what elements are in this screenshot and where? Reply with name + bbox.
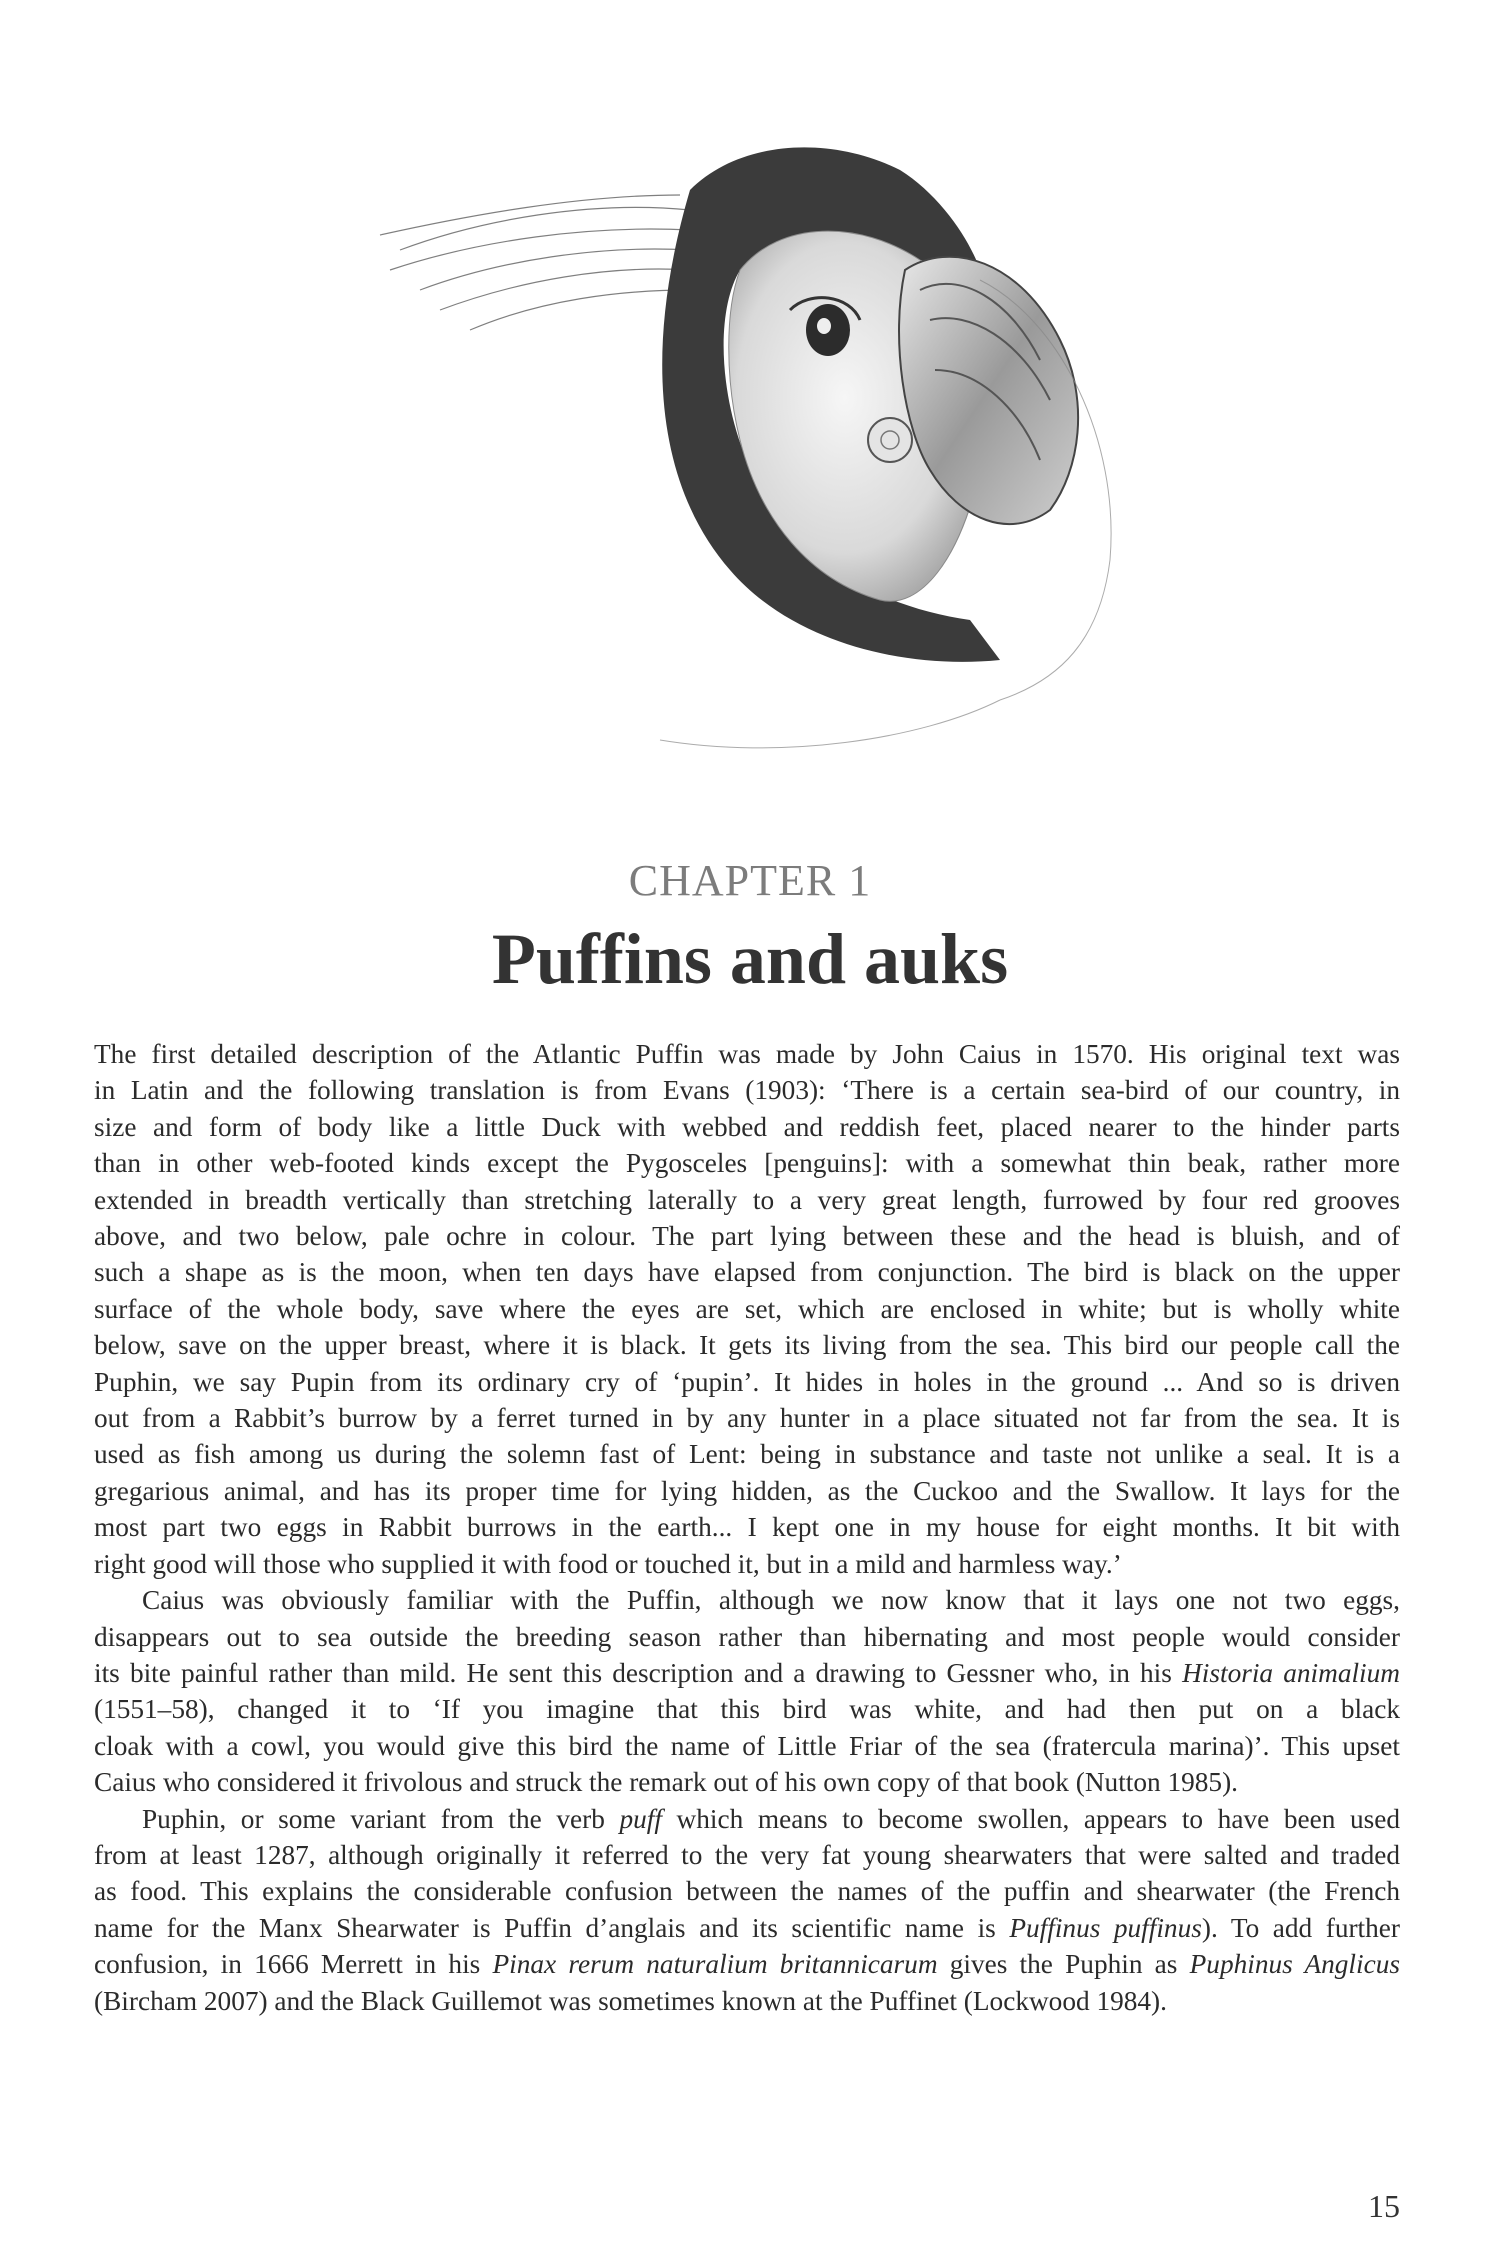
- paragraph-2-end: Caius who considered it frivolous and struck the remark out of his own copy of that book (Nutton 1985).: [94, 1767, 1238, 1798]
- page-number: 15: [1368, 2188, 1400, 2224]
- body-text: [94, 1036, 1400, 2019]
- puffin-head-illustration: [360, 140, 1160, 800]
- paragraph-2: Caius was obviously familiar with the Puffin, although we now know that it lays one not two eggs, disappears out to sea outside the breeding season rather than hibernating and most people would consider its bite painful rather than mild. He sent this description and a drawing to Gessner who, in his Historia animalium (1551–58), changed it to ‘If you imagine that this bird was white, and had then put on a black cloak with a cowl, you would give this bird the name of Little Friar of the sea (fratercula marina)’. This upset: [94, 1585, 1401, 1761]
- paragraph-1: The first detailed description of the Atlantic Puffin was made by John Caius in 1570. His original text was in Latin and the following translation is from Evans (1903): ‘There is a certain sea-bird of our country, in size and form of body like a little Duck with webbed and reddish feet, placed nearer to the hinder parts than in other web-footed kinds except the Pygosceles [penguins]: with a somewhat thin beak, rather more extended in breadth vertically than stretching laterally to a very great length, furrowed by four red grooves above, and two below, pale ochre in colour. The part lying between these and the head is bluish, and of such a shape as is the moon, when ten days have elapsed from conjunction. The bird is black on the upper surface of the whole body, save where the eyes are set, which are enclosed in white; but is wholly white below, save on the upper breast, where it is black. It gets its living from the sea. This bird our people call the Puphin, we say Pupin from its ordinary cry of ‘pupin’. It hides in holes in the ground ... And so is driven out from a Rabbit’s burrow by a ferret turned in by any hunter in a place situated not far from the sea. It is used as fish among us during the solemn fast of Lent: being in substance and taste not unlike a seal. It is a gregarious animal, and has its proper time for lying hidden, as the Cuckoo and the Swallow. It lays for the most part two eggs in Rabbit burrows in the earth... I kept one in my house for eight months. It bit with: [94, 1039, 1400, 1543]
- chapter-title: Puffins and auks: [491, 919, 1009, 999]
- chapter-label: CHAPTER 1: [628, 856, 872, 905]
- paragraph-1-end: right good will those who supplied it with food or touched it, but in a mild and harmless way.’: [94, 1548, 1122, 1579]
- paragraph-3-end: (Bircham 2007) and the Black Guillemot was sometimes known at the Puffinet (Lockwood 1984).: [94, 1985, 1167, 2016]
- paragraph-3: Puphin, or some variant from the verb puff which means to become swollen, appears to have been used from at least 1287, although originally it referred to the very fat young shearwaters that were salted and traded as food. This explains the considerable confusion between the names of the puffin and shearwater (the French name for the Manx Shearwater is Puffin d’anglais and its scientific name is Puffinus puffinus). To add further confusion, in 1666 Merrett in his Pinax rerum naturalium britannicarum gives the Puphin as Puphinus Anglicus: [94, 1803, 1400, 1980]
